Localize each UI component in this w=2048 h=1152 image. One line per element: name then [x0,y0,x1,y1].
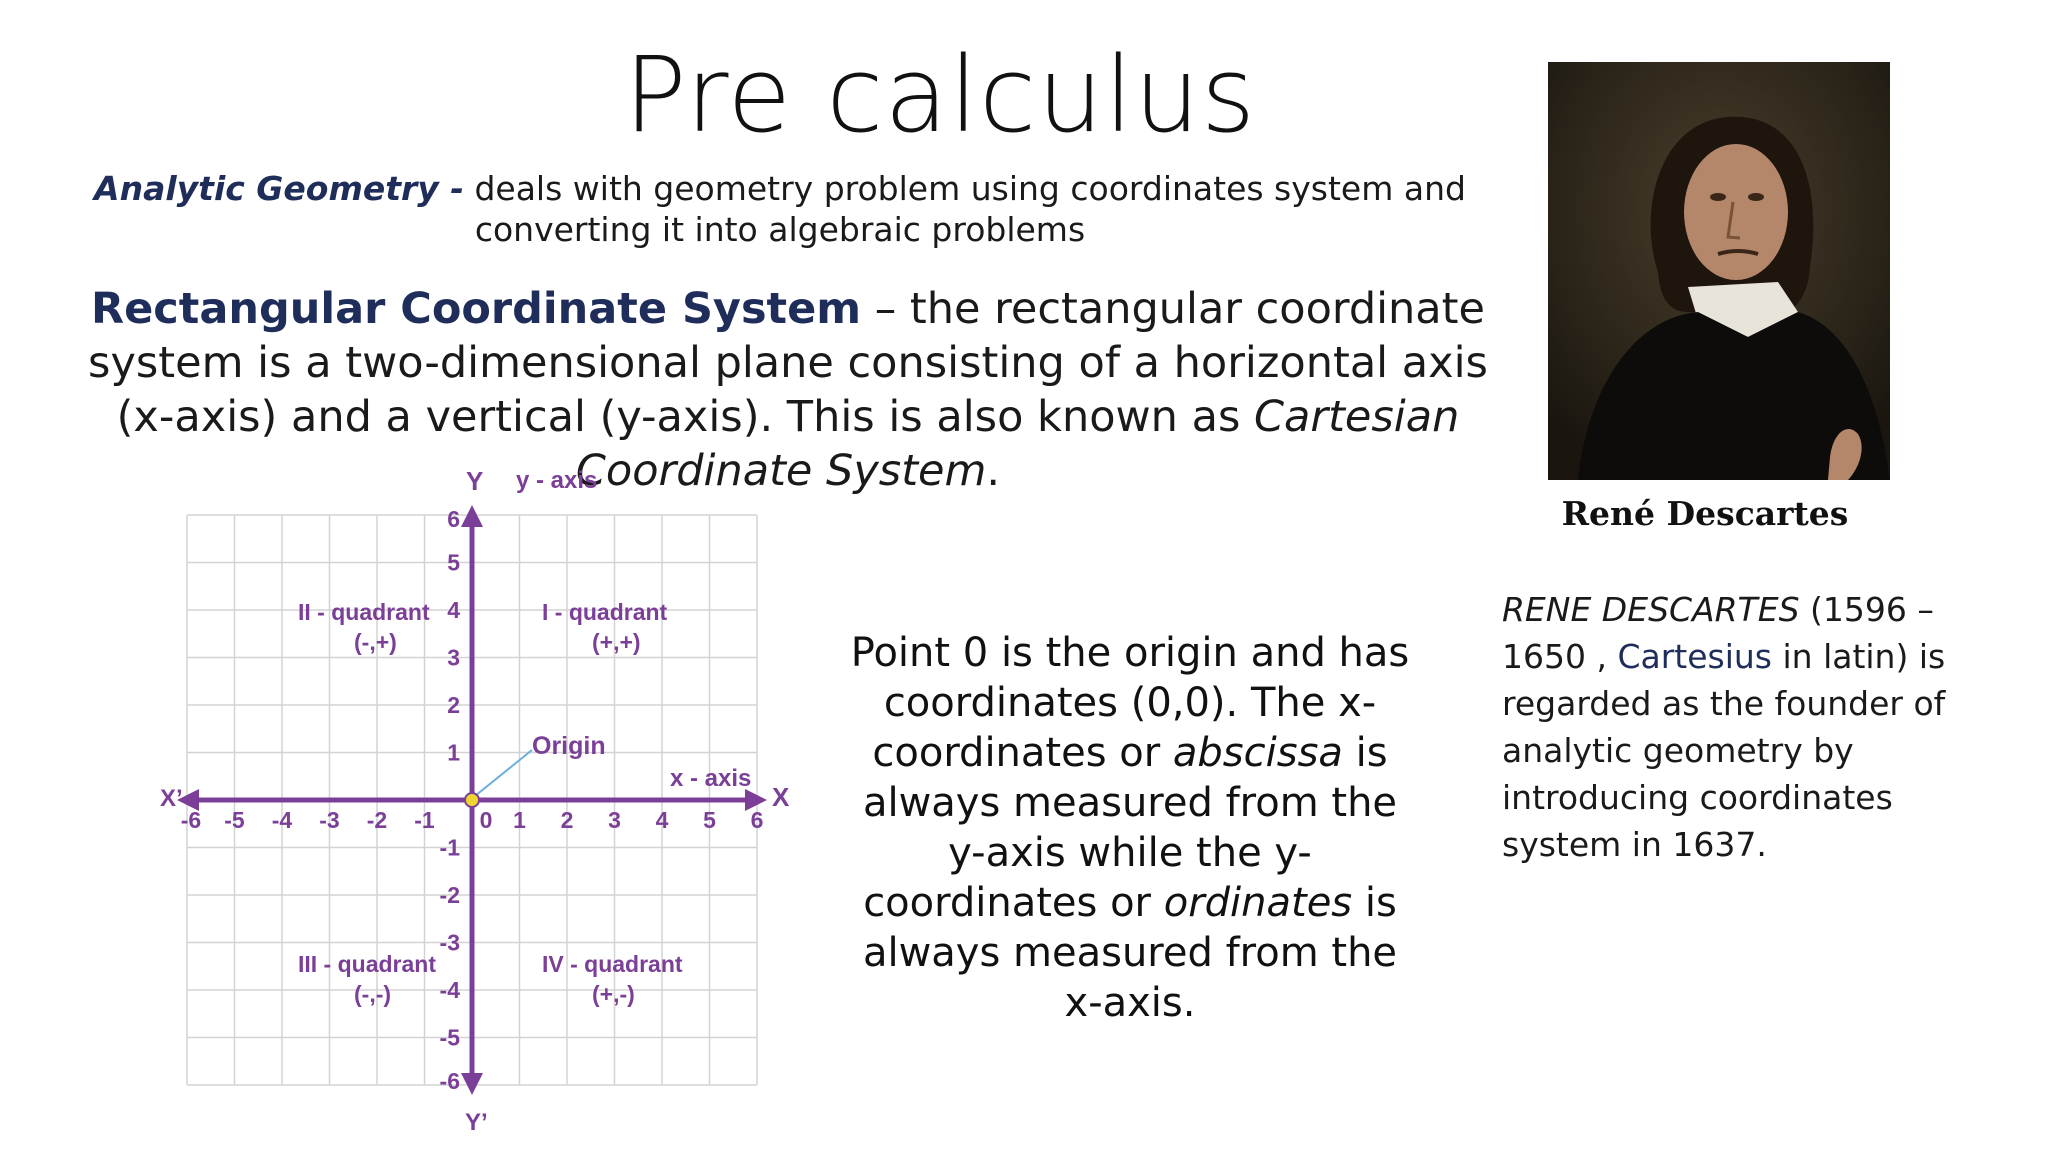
origin-explanation [840,628,1420,1028]
y-prime-label: Y’ [465,1109,488,1136]
x-tick-label: 5 [703,807,716,833]
y-tick-label: 5 [447,549,460,576]
descartes-biography [1502,586,2022,868]
quadrant-1-name: I - quadrant [542,599,668,625]
origin-text-3: is always measured from the x-axis. [862,880,1398,1026]
x-tick-label: 4 [655,807,669,833]
origin-point [465,793,479,807]
rcs-term: Rectangular Coordinate System [91,284,862,334]
x-tick-label: 0 [479,807,493,833]
x-tick-label: -4 [271,807,293,833]
rcs-text: – the rectangular coordinate system is a two-dimensional plane consisting of a horizontal axis (x-axis) and a vertical (y-axis). This is also known as [88,284,1488,442]
quadrant-4-sign: (+,-) [592,981,635,1007]
page-title: Pre calculus [623,34,1257,156]
quadrant-2-name: II - quadrant [298,599,430,625]
quadrant-4-name: IV - quadrant [542,951,683,977]
x-tick-label: 1 [513,807,526,833]
y-tick-label: 3 [447,644,460,671]
y-tick-label: -6 [439,1068,460,1094]
origin-text-2: is always measured from the y-axis while the y-coordinates or [862,730,1398,926]
descartes-text-2: in latin) is regarded as the founder of analytic geometry by introducing coordinates system in 1637. [1502,637,1946,864]
descartes-name: RENE DESCARTES [1502,590,1800,629]
abscissa-term: abscissa [1172,730,1343,776]
analytic-geometry-term: Analytic Geometry - [94,169,464,208]
origin-label: Origin [532,732,606,760]
y-axis-arrow-up [461,505,483,527]
descartes-portrait-image [1548,62,1890,480]
cartesius-term: Cartesius [1617,637,1772,676]
ordinates-term: ordinates [1163,880,1353,926]
y-tick-label: -1 [439,834,460,861]
y-tick-label: -2 [439,882,460,908]
quadrant-3-sign: (-,-) [354,981,392,1007]
quadrant-3-name: III - quadrant [298,951,436,977]
origin-pointer-line [470,750,532,800]
quadrant-3-label [298,951,436,1007]
rcs-period: . [986,446,1001,496]
x-tick-label: 2 [560,807,574,833]
origin-text-1: Point 0 is the origin and has coordinates (0,0). The x-coordinates or [850,630,1410,776]
x-tick-label: -6 [180,807,202,833]
y-tick-label: 1 [447,739,460,766]
x-prime-label: X’ [160,785,183,812]
quadrant-2-label [298,599,430,655]
x-tick-label: -2 [366,807,388,833]
coordinate-plane-diagram [150,460,810,1140]
quadrant-1-label [542,599,668,655]
y-tick-label: -5 [439,1024,460,1051]
y-tick-label: 2 [447,692,460,718]
y-axis-arrow-down [461,1073,483,1095]
y-axis-title: y - axis [516,467,598,494]
x-tick-label: -3 [319,807,340,833]
y-tick-label: 6 [447,506,460,532]
x-axis-title: x - axis [670,765,752,792]
quadrant-2-sign: (-,+) [354,629,397,655]
x-tick-label: 6 [750,807,764,833]
rcs-cartesian-term: Cartesian Coordinate System [575,392,1460,496]
descartes-text-1: (1596 – 1650 , [1502,590,1934,676]
x-tick-label: 3 [608,807,621,833]
x-tick-label: -5 [224,807,245,833]
x-tick-label: -1 [414,807,435,833]
y-tick-label: -3 [439,929,460,956]
analytic-geometry-text: deals with geometry problem using coordinates system and converting it into algebraic problems [463,169,1466,249]
y-tick-label: 4 [447,597,460,623]
x-axis-letter: X [772,782,790,812]
analytic-geometry-definition [40,168,1520,250]
portrait-caption: René Descartes [1561,494,1849,533]
y-tick-label: -4 [439,977,460,1003]
quadrant-1-sign: (+,+) [592,629,641,655]
y-axis-letter: Y [466,466,484,496]
